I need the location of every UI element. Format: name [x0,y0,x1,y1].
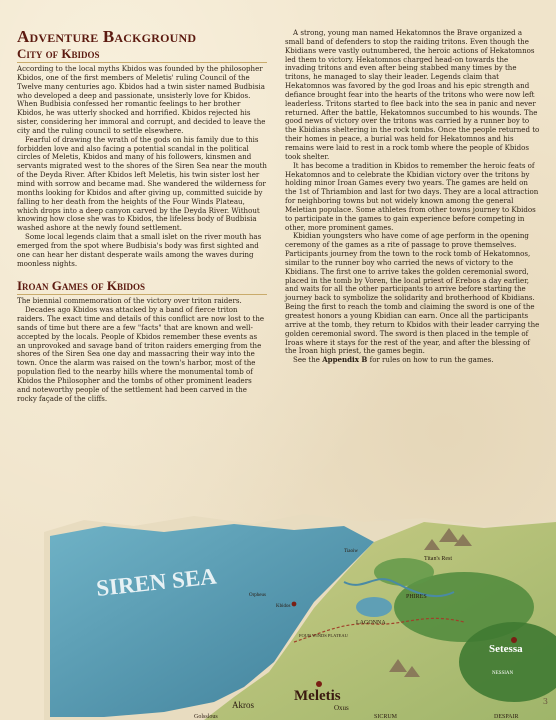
left-column [17,28,267,404]
paragraph: It has become a tradition in Kbidos to remember the heroic feats of Hekatomnos and to celebrate the Kbidian victory over the tritons by holding minor Iroan Games every two years. The games are held on the 1st of Thriambion and last for two days. They are a local attraction for neighboring towns but not widely known among the general Meletian populace. Some athletes from other towns journey to Kbidos to participate in the games to gain experience before competing in other, more prominent games. [285,160,539,232]
map-label-meletis: Meletis [294,688,341,704]
paragraph: The biennial commemoration of the victory over triton raiders. [17,296,242,306]
map-lake [356,597,392,617]
map-label-tiaoiw: Tiaoiw [344,549,358,554]
map-label-sicrum: SICRUM [374,714,398,720]
appendix-link[interactable]: Appendix B [322,355,368,365]
paragraph: According to the local myths Kbidos was founded by the philosopher Kbidos, one of the first members of Meletis' ruling Council of the Twelve many centuries ago. Kbidos had a twin sister named Budbisia who developed a deep and passionate, unsisterly love for Kbidos. When Budbisia confessed her romantic feelings to her brother Kbidos, he was utterly shocked and horrified. Kbidos rejected his sister, considering her immoral and corrupt, and decided to leave the city and the ruling council to settle elsewhere. [17,64,266,135]
section-heading-city: City of Kbidos [17,47,267,63]
map-label-orpheus: Orpheus [249,593,266,598]
see-appendix-note [285,356,540,365]
paragraph: Some local legends claim that a small islet on the river mouth has emerged from the spot where Budbisia's body was first sighted and one can hear her distant desperate wails among the waves during moonless nights. [17,232,262,268]
right-column [285,29,540,365]
city-marker [316,681,322,687]
map-forest [374,558,434,586]
region-map [44,512,556,720]
map-label-lagonna: LAGONNA [356,620,386,626]
page-number: 3 [542,697,548,706]
paragraph: Decades ago Kbidos was attacked by a band of fierce triton raiders. The exact time and details of this conflict are now lost to the sands of time but there are a few "facts" that are known and well-accepted by the locals. People of Kbidos remember these events as an unprovoked and savage band of triton raiders emerging from the shores of the Siren Sea one day and massacring their way into the town. Once the alarm was raised on the town's harbor, most of the population fled to the nearby hills where the monumental tomb of Kbidos the Philosopher and the tombs of other prominent leaders and noteworthy people of the settlement had been carved in the rocky façade of the cliffs. [17,305,265,403]
map-label-golsslous: Golsslous [194,714,218,720]
map-label-kbidos: Kbidos [276,604,291,609]
map-svg [44,512,556,720]
see-prefix: See the [293,355,323,365]
map-label-despair: DESPAIR [494,714,519,720]
map-label-oxus: Oxus [334,704,349,712]
map-label-siren-sea: SIREN SEA [95,563,218,601]
paragraph: Kbidian youngsters who have come of age perform in the opening ceremony of the games as a rite of passage to prove themselves. Participants journey from the town to the rock tomb of Hekatomnos, similar to the runner boy who carried the news of victory to the Kbidians. The first one to arrive takes the golden ceremonial sword, placed in the tomb by Voren, the local priest of Erebos a day earlier, and waits for all the other participants to arrive before starting the journey back to symbolize the solidarity and brotherhood of Kbidians. Being the first to reach the tomb and claiming the sword is one of the greatest honors a young Kbidian can earn. Once all the participants arrive at the tomb, they return to Kbidos with their leader carrying the golden ceremonial sword. The sword is then placed in the temple of Iroas where it stays for the rest of the year, and after the blessing of the Iroan high priest, the games begin. [285,231,540,356]
map-label-four-winds: FOUR WINDS PLATEAU [299,633,348,638]
city-marker [292,602,297,607]
paragraph: Fearful of drawing the wrath of the gods on his family due to this forbidden love and also facing a potential scandal in the political circles of Meletis, Kbidos and many of his followers, kinsmen and servants migrated west to the shores of the Siren Sea near the mouth of the Deyda River. After Kbidos left Meletis, his twin sister lost her mind with sorrow and became mad. She wandered the wilderness for months looking for Kbidos and after giving up, committed suicide by falling to her death from the heights of the Four Winds Plateau, which drops into a deep canyon carved by the Deyda River. Without knowing how close she was to Kbidos, the lifeless body of Budbisia washed ashore at the newly found settlement. [17,134,267,233]
map-label-phires: PHIRES [406,594,427,600]
paragraph: A strong, young man named Hekatomnos the Brave organized a small band of defenders to stop the raiding tritons. Even though the Kbidians were vastly outnumbered, the heroic actions of Hekatomnos led them to victory. Hekatomnos charged head-on towards the invading tritons and even after being stabbed many times by the tritons, he managed to slay their leader. Legends claim that Hekatomnos was favored by the god Iroas and his epic strength and defiance brought fear into the hearts of the tritons who were now left leaderless. Tritons started to flee back into the sea in panic and never returned. After the battle, Hekatomnos succumbed to his wounds. The good news of victory over the tritons was carried by a runner boy to the Kbidians sheltering in the rock tombs. Once the people returned to their homes in peace, a burial was held for Hekatomnos and his remains were laid to rest in a rock tomb where the people of Kbidos took shelter. [285,28,540,161]
map-label-nessian: NESSIAN [492,671,514,676]
see-suffix: for rules on how to run the games. [367,355,494,365]
map-label-titans-rest: Titan's Rest [424,556,453,562]
map-label-akros: Akros [232,700,254,710]
map-label-setessa: Setessa [489,643,523,655]
page-title: Adventure Background [17,27,197,46]
section-heading-games: Iroan Games of Kbidos [17,279,267,295]
